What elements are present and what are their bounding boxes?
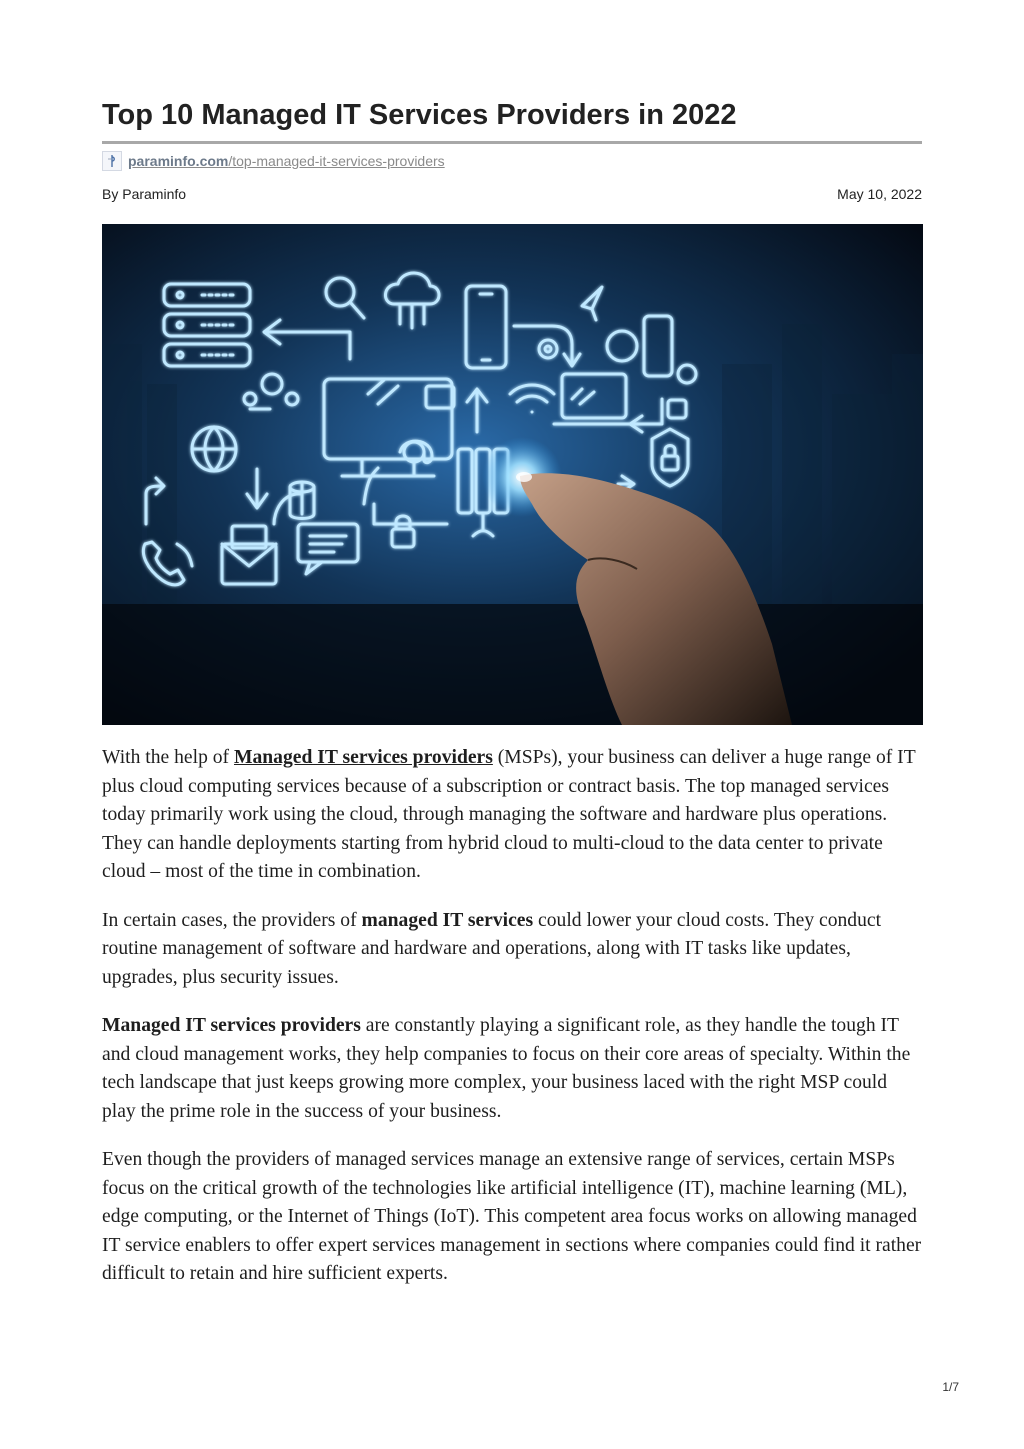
paragraph-text: are constantly playing a significant role, as they handle the tough IT and cloud management works, they help companies to focus on their core areas of specialty. Within the tech landscape that just keeps growing more complex, your business laced with the right MSP could play the prime role in the success of your business.: [102, 1015, 911, 1122]
source-domain: paraminfo.com: [128, 153, 229, 169]
bold-phrase: Managed IT services providers: [102, 1015, 361, 1036]
source-path: /top-managed-it-services-providers: [228, 153, 445, 169]
hero-image: [102, 224, 923, 725]
paragraph-text: (MSPs), your business can deliver a huge range of IT plus cloud computing services because of a subscription or contract basis. The top managed services today primarily work using the cloud, through managing the software and hardware plus operations. They can handle deployments starting from hybrid cloud to multi-cloud to the data center to private cloud – most of the time in combination.: [102, 747, 916, 882]
paragraph-text: Even though the providers of managed services manage an extensive range of services, certain MSPs focus on the critical growth of the technologies like artificial intelligence (IT), machine learning (ML), edge computing, or the Internet of Things (IoT). This competent area focus works on allowing managed IT service enablers to offer expert services management in sections where companies could find it rather difficult to retain and hire sufficient experts.: [102, 1149, 922, 1284]
paragraph-4: [102, 1146, 922, 1289]
page-number: 1/7: [942, 1380, 959, 1394]
article-body: [102, 744, 922, 1309]
paragraph-1: [102, 744, 922, 887]
paragraph-text: In certain cases, the providers of: [102, 909, 362, 931]
paragraph-2: [102, 907, 922, 993]
author: By Paraminfo: [102, 186, 187, 202]
source-line: [102, 151, 445, 171]
byline: [102, 184, 922, 204]
site-favicon-icon: [102, 151, 122, 171]
paragraph-text: With the help of: [102, 747, 234, 768]
title-divider: [102, 141, 922, 144]
paragraph-text: could lower your cloud costs. They conduct routine management of software and hardware and operations, along with IT tasks like updates, upgrades, plus security issues.: [102, 909, 882, 988]
paragraph-3: [102, 1012, 922, 1126]
managed-it-services-providers-link[interactable]: Managed IT services providers: [233, 747, 493, 768]
publish-date: May 10, 2022: [837, 186, 922, 202]
source-url-link[interactable]: [128, 153, 445, 169]
bold-phrase: managed IT services: [361, 909, 534, 931]
article-title: Top 10 Managed IT Services Providers in 2022: [102, 99, 737, 131]
